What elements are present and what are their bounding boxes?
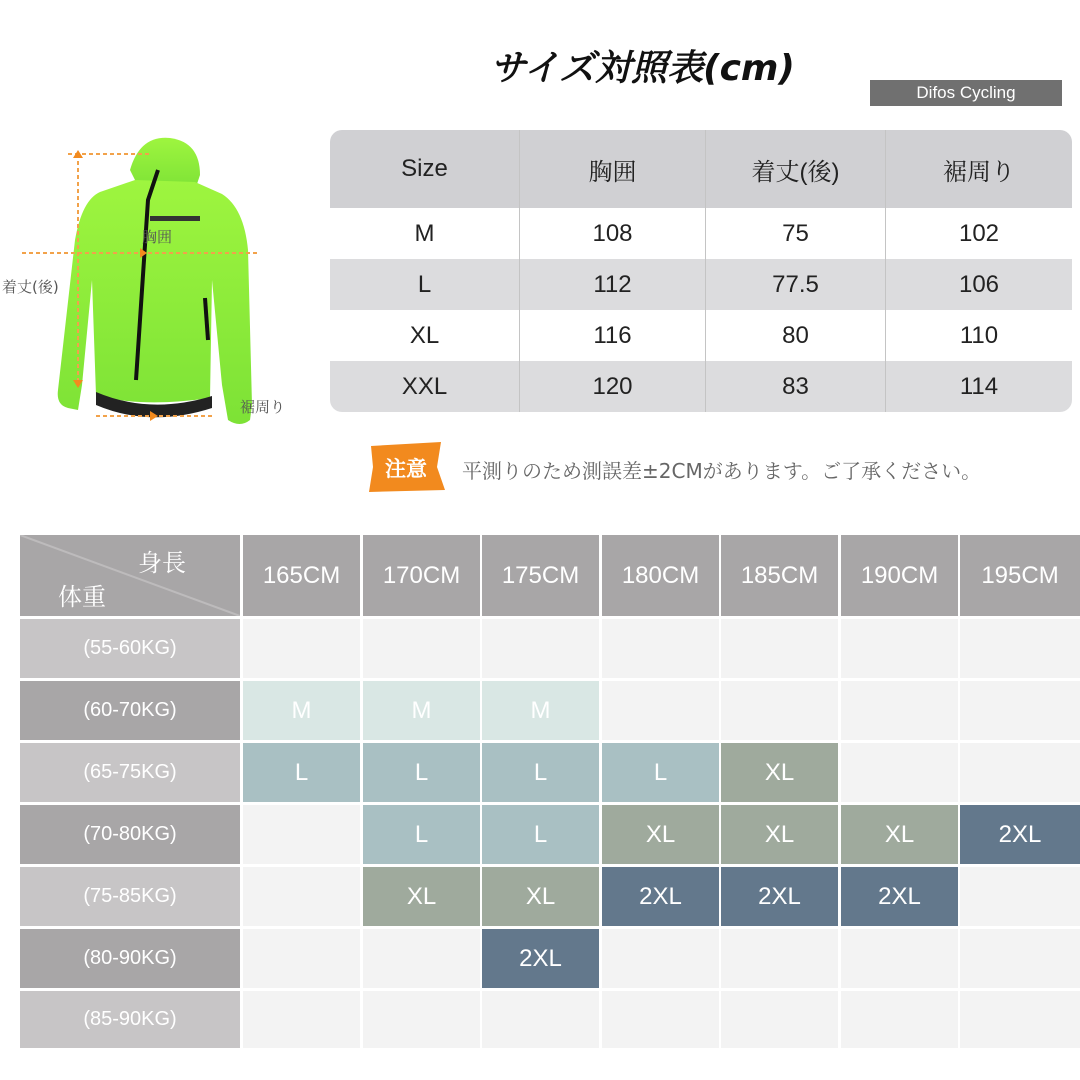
table-cell: 112 <box>519 259 705 310</box>
table-cell: 116 <box>519 310 705 361</box>
weight-header: (80-90KG) <box>20 929 240 988</box>
weight-axis-label: 体重 <box>58 584 106 611</box>
empty-cell <box>960 619 1080 678</box>
size-cell: L <box>482 743 599 802</box>
weight-header: (75-85KG) <box>20 867 240 926</box>
table-cell: 120 <box>519 361 705 412</box>
corner-divider-line <box>20 535 240 616</box>
height-axis-label: 身長 <box>138 550 186 577</box>
table-cell: 77.5 <box>705 259 885 310</box>
size-cell: L <box>363 743 480 802</box>
size-cell: XL <box>721 805 838 864</box>
table-cell: 110 <box>885 310 1072 361</box>
empty-cell <box>841 929 958 988</box>
height-header: 180CM <box>602 535 719 616</box>
table-cell: 80 <box>705 310 885 361</box>
empty-cell <box>841 619 958 678</box>
note-text: 平測りのため測誤差±2CMがあります。ご了承ください。 <box>462 459 982 483</box>
table-cell: 83 <box>705 361 885 412</box>
height-header: 190CM <box>841 535 958 616</box>
height-header: 195CM <box>960 535 1080 616</box>
header-length: 着丈(後) <box>705 130 885 208</box>
empty-cell <box>960 929 1080 988</box>
height-header: 175CM <box>482 535 599 616</box>
size-cell: XL <box>363 867 480 926</box>
size-cell: 2XL <box>841 867 958 926</box>
size-cell: L <box>363 805 480 864</box>
empty-cell <box>243 991 360 1048</box>
header-size: Size <box>401 155 448 182</box>
table-cell: 114 <box>885 361 1072 412</box>
size-cell: 2XL <box>602 867 719 926</box>
hem-label: 裾周り <box>240 398 286 416</box>
size-cell: M <box>482 681 599 740</box>
size-cell: L <box>482 805 599 864</box>
height-header: 170CM <box>363 535 480 616</box>
empty-cell <box>721 619 838 678</box>
size-cell: L <box>602 743 719 802</box>
height-header: 185CM <box>721 535 838 616</box>
empty-cell <box>602 681 719 740</box>
table-row <box>330 208 1072 259</box>
table-cell: M <box>414 219 435 247</box>
empty-cell <box>721 929 838 988</box>
size-cell: XL <box>482 867 599 926</box>
weight-header: (65-75KG) <box>20 743 240 802</box>
table-cell: XL <box>409 321 440 349</box>
note-badge <box>365 442 447 492</box>
size-cell: XL <box>721 743 838 802</box>
weight-header: (60-70KG) <box>20 681 240 740</box>
size-cell: XL <box>841 805 958 864</box>
empty-cell <box>841 991 958 1048</box>
empty-cell <box>243 805 360 864</box>
empty-cell <box>602 929 719 988</box>
size-table <box>330 130 1072 412</box>
empty-cell <box>721 681 838 740</box>
empty-cell <box>721 991 838 1048</box>
table-cell: L <box>417 270 432 298</box>
empty-cell <box>363 619 480 678</box>
empty-cell <box>960 743 1080 802</box>
grid-corner <box>20 535 240 616</box>
size-cell: XL <box>602 805 719 864</box>
empty-cell <box>482 991 599 1048</box>
corner-divider-icon <box>20 535 240 616</box>
table-row <box>330 310 1072 361</box>
size-cell: L <box>243 743 360 802</box>
empty-cell <box>243 867 360 926</box>
empty-cell <box>841 743 958 802</box>
table-row <box>330 361 1072 412</box>
table-row <box>330 259 1072 310</box>
header-hem: 裾周り <box>885 130 1072 208</box>
height-header: 165CM <box>243 535 360 616</box>
empty-cell <box>482 619 599 678</box>
table-cell: 106 <box>885 259 1072 310</box>
empty-cell <box>602 619 719 678</box>
empty-cell <box>602 991 719 1048</box>
size-table-header <box>330 130 1072 208</box>
empty-cell <box>363 991 480 1048</box>
size-cell: 2XL <box>960 805 1080 864</box>
size-cell: M <box>243 681 360 740</box>
size-cell: 2XL <box>721 867 838 926</box>
weight-header: (85-90KG) <box>20 991 240 1048</box>
chest-label: 胸囲 <box>142 228 173 246</box>
empty-cell <box>243 929 360 988</box>
header-chest: 胸囲 <box>519 130 705 208</box>
empty-cell <box>960 681 1080 740</box>
size-cell: 2XL <box>482 929 599 988</box>
table-cell: XXL <box>401 372 448 400</box>
length-label: 着丈(後) <box>2 278 59 296</box>
weight-header: (70-80KG) <box>20 805 240 864</box>
weight-header: (55-60KG) <box>20 619 240 678</box>
table-cell: 108 <box>519 208 705 259</box>
empty-cell <box>363 929 480 988</box>
page-title: サイズ対照表(cm) <box>490 48 795 89</box>
empty-cell <box>841 681 958 740</box>
jacket-illustration <box>0 130 300 430</box>
note-badge-text: 注意 <box>385 457 427 481</box>
empty-cell <box>243 619 360 678</box>
size-cell: M <box>363 681 480 740</box>
empty-cell <box>960 867 1080 926</box>
brand-badge: Difos Cycling <box>870 80 1062 106</box>
table-cell: 102 <box>885 208 1072 259</box>
table-cell: 75 <box>705 208 885 259</box>
empty-cell <box>960 991 1080 1048</box>
